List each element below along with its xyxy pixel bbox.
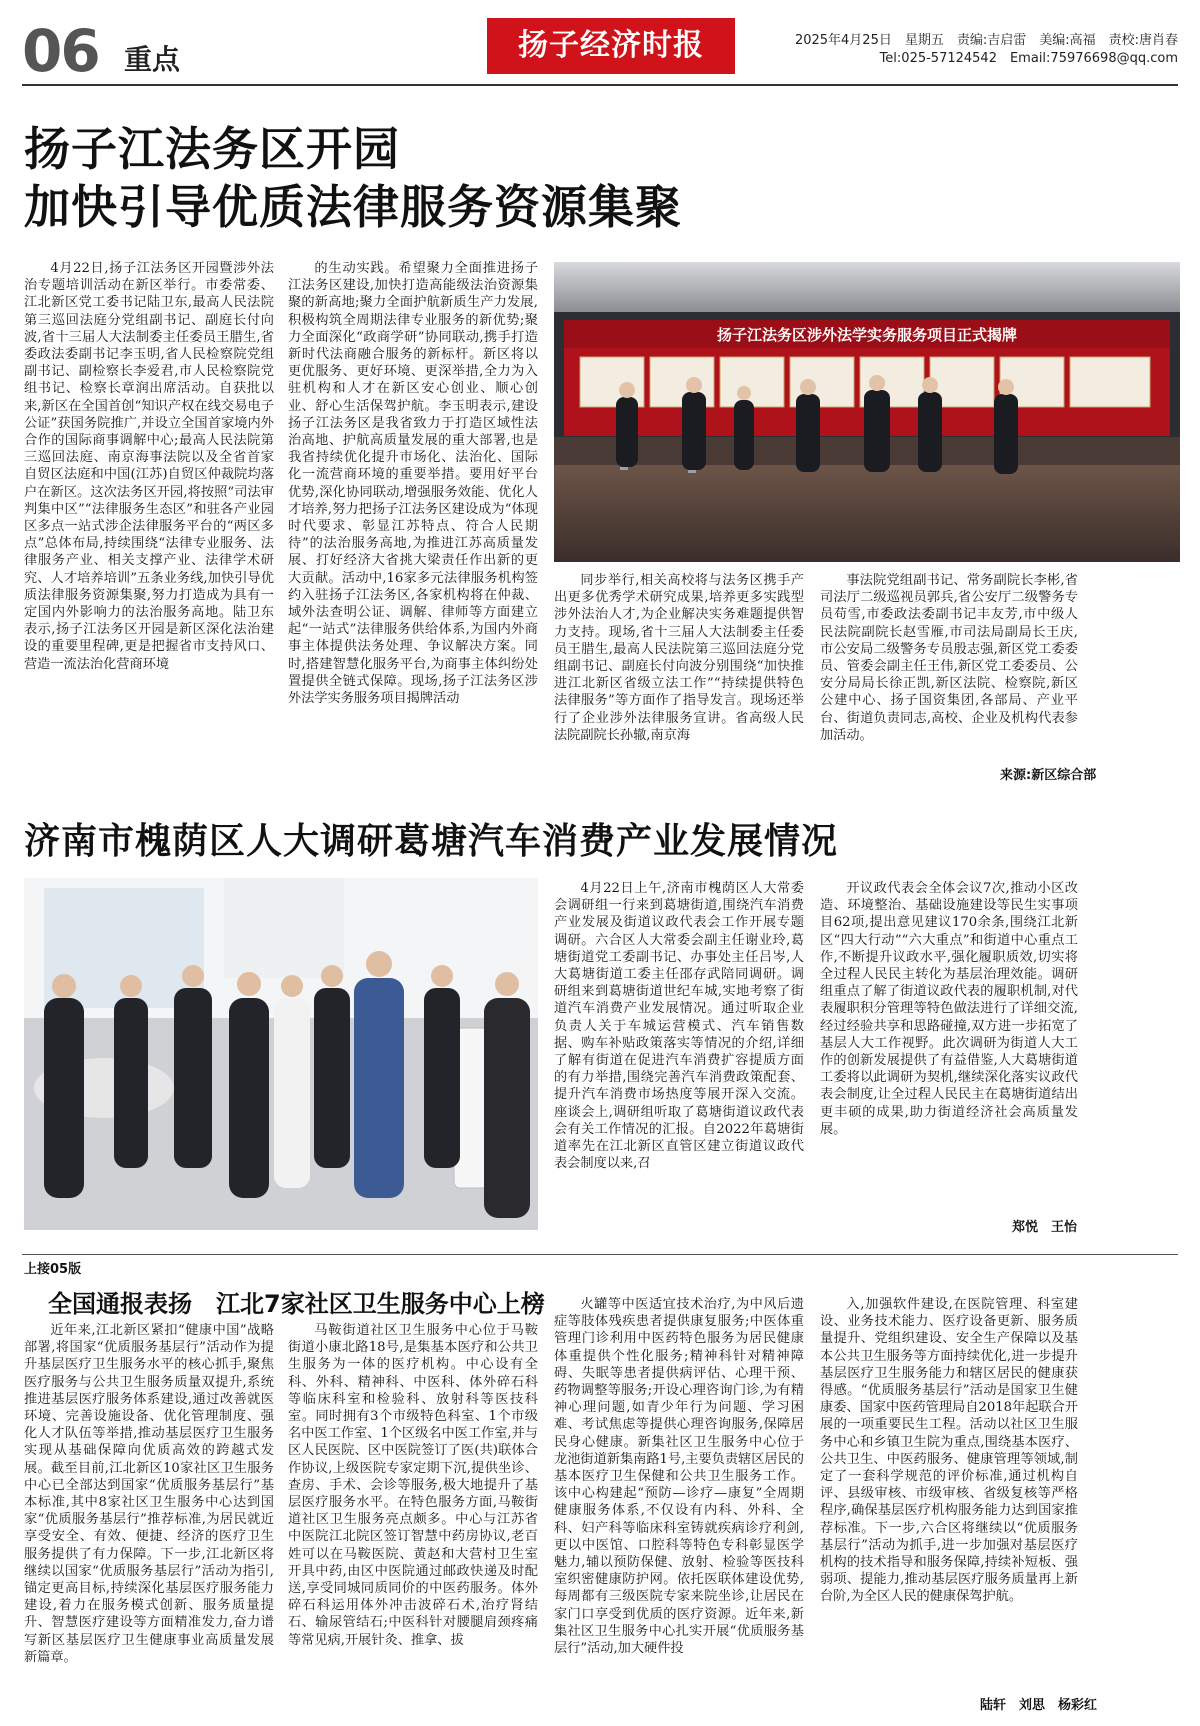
masthead-rule xyxy=(22,84,1178,86)
article1-source: 来源:新区综合部 xyxy=(1000,768,1097,783)
article1-title xyxy=(24,120,682,236)
continued-label: 上接05版 xyxy=(24,1262,82,1277)
article1-photo xyxy=(554,262,1180,562)
article3-column-4: 入,加强软件建设,在医院管理、科室建设、业务技术能力、医疗设备更新、服务质量提升、党组织建设、安全生产保障以及基本公共卫生服务等方面持续优化,进一步提升基层医疗卫生服务能力和辖区居民的健康获得感。“优质服务基层行”活动是国家卫生健康委、国家中医药管理局自2018年起联合开展的一项重要民生工程。活动以社区卫生服务中心和乡镇卫生院为重点,围绕基本医疗、公共卫生、中医药服务、健康管理等领域,制定了一套科学规范的评价标准,通过机构自评、县级审核、市级审核、省级复核等严格程序,确保基层医疗机构服务能力达到国家推荐标准。下一步,六合区将继续以“优质服务基层行”活动为抓手,进一步加强对基层医疗机构的技术指导和服务保障,持续补短板、强弱项、提能力,推动基层医疗服务质量再上新台阶,为全区人民的健康保驾护航。 xyxy=(820,1297,1078,1605)
article3-title: 全国通报表扬 江北7家社区卫生服务中心上榜 xyxy=(48,1290,545,1318)
masthead-meta xyxy=(795,32,1178,68)
article1-title-line1: 扬子江法务区开园 xyxy=(24,122,400,176)
article3-column-1: 近年来,江北新区紧扣“健康中国”战略部署,将国家“优质服务基层行”活动作为提升基层医疗卫生服务水平的核心抓手,聚焦医疗服务与公共卫生服务质量双提升,系统推进基层医疗服务体系建设,通过改善就医环境、完善设施设备、优化管理制度、强化人才队伍等举措,推动基层医疗卫生服务实现从基础保障向优质高效的跨越式发展。截至目前,江北新区10家社区卫生服务中心已全部达到国家“优质服务基层行”基本标准,其中8家社区卫生服务中心达到国家“优质服务基层行”推荐标准,为居民就近享受安全、有效、便捷、经济的医疗卫生服务提供了有力保障。下一步,江北新区将继续以国家“优质服务基层行”活动为指引,锚定更高目标,持续深化基层医疗服务能力建设,着力在服务模式创新、服务质量提升、智慧医疗建设等方面精准发力,奋力谱写新区基层医疗卫生健康事业高质量发展新篇章。 xyxy=(24,1323,274,1665)
page-number: 06 xyxy=(22,17,99,85)
article1-column-4: 事法院党组副书记、常务副院长李彬,省司法厅二级巡视员郭兵,省公安厅二级警务专员苟雪,市委政法委副书记丰友芳,市中级人民法院副院长赵雪雁,市司法局副局长王庆,市公安局二级警务专员殷志强,新区党工委委员、管委会副主任王伟,新区党工委委员、公安分局局长徐正凯,新区法院、检察院,新区公建中心、扬子国资集团,各部局、产业平台、街道负责同志,高校、企业及机构代表参加活动。 xyxy=(820,573,1078,743)
article1-column-1: 4月22日,扬子江法务区开园暨涉外法治专题培训活动在新区举行。市委常委、江北新区党工委书记陆卫东,最高人民法院第三巡回法庭分党组副书记、副庭长付向波,省十三届人大法制委主任委员王腊生,省委政法委副书记李玉明,省人民检察院党组副书记、副检察长李爱君,市人民检察院党组书记、检察长章润出席活动。自获批以来,新区在全国首创“知识产权在线交易电子公证”获国务院推广,并设立全国首家境内外合作的国际商事调解中心;最高人民法院第三巡回法庭、南京海事法院以及全省首家自贸区法庭和中国(江苏)自贸区仲裁院均落户在新区。这次法务区开园,将按照“司法审判集中区”“法律服务生态区”和驻各产业园区多点一站式涉企法律服务平台的“两区多点”总体布局,持续围绕“法律专业服务、法律服务产业、相关支撑产业、法律学术研究、人才培养培训”五条业务线,加快引导优质法律服务资源集聚,努力打造成为具有一定国内外影响力的法治服务高地。陆卫东表示,扬子江法务区开园是新区深化法治建设的重要里程碑,更是把握省市支持风口、营造一流法治化营商环境 xyxy=(24,261,274,672)
article3-column-2: 马鞍街道社区卫生服务中心位于马鞍街道小康北路18号,是集基本医疗和公共卫生服务为一体的医疗机构。中心设有全科、外科、精神科、中医科、体外碎石科等临床科室和检验科、放射科等医技科室。同时拥有3个市级特色科室、1个市级名中医工作室、1个区级名中医工作室,并与区人民医院、区中医院签订了医(共)联体合作协议,上级医院专家定期下沉,提供坐诊、查房、手术、会诊等服务,极大地提升了基层医疗服务水平。在特色服务方面,马鞍街道社区卫生服务亮点颇多。中心与江苏省中医院江北院区签订智慧中药房协议,老百姓可以在马鞍医院、黄赵和大营村卫生室开具中药,由区中医院通过邮政快递及时配送,享受同城同质同价的中医药服务。体外碎石科运用体外冲击波碎石术,治疗肾结石、输尿管结石;中医科针对腰腿肩颈疼痛等常见病,开展针灸、推拿、拔 xyxy=(288,1323,538,1648)
article1-column-3: 同步举行,相关高校将与法务区携手产出更多优秀学术研究成果,培养更多实践型涉外法治人才,为企业解决实务难题提供智力支持。现场,省十三届人大法制委主任委员王腊生,最高人民法院第三巡回法庭分党组副书记、副庭长付向波分别围绕“加快推进江北新区省级立法工作”“持续提供特色法律服务”等方面作了指导发言。现场还举行了企业涉外法律服务宣讲。省高级人民法院副院长孙辙,南京海 xyxy=(554,573,804,743)
contact-line: Tel:025-57124542 Email:75976698@qq.com xyxy=(879,51,1178,66)
date-line: 2025年4月25日 星期五 责编:吉启雷 美编:高福 责校:唐肖春 xyxy=(794,33,1178,48)
article2-title: 济南市槐荫区人大调研葛塘汽车消费产业发展情况 xyxy=(24,821,839,862)
article1-column-2: 的生动实践。希望聚力全面推进扬子江法务区建设,加快打造高能级法治资源集聚的新高地;聚力全面护航新质生产力发展,积极构筑全周期法律专业服务的新优势;聚力全面深化“政商学研”协同联动,携手打造新时代法商融合服务的新标杆。新区将以更优服务、更好环境、更深举措,全力为入驻机构和人才在新区安心创业、顺心创业、舒心生活保驾护航。李玉明表示,建设扬子江法务区是我省致力于打造区域性法治高地、护航高质量发展的重大部署,也是我省持续优化提升市场化、法治化、国际化一流营商环境的重要举措。要用好平台优势,深化协同联动,增强服务效能、优化人才培养,努力把扬子江法务区建设成为“体现时代要求、彰显江苏特点、符合人民期待”的法治服务高地,为推进江苏高质量发展、打好经济大省挑大梁责任作出新的更大贡献。活动中,16家多元法律服务机构签约入驻扬子江法务区,各家机构将在仲裁、域外法查明公证、调解、律师等方面建立起“一站式”法律服务供给体系,为国内外商事主体提供法务处理、争议解决方案。同时,搭建智慧化服务平台,为商事主体纠纷处置提供全链式保障。现场,扬子江法务区涉外法学实务服务项目揭牌活动 xyxy=(288,261,538,707)
article2-column-1: 4月22日上午,济南市槐荫区人大常委会调研组一行来到葛塘街道,围绕汽车消费产业发展及街道议政代表会工作开展专题调研。六合区人大常委会副主任谢业玲,葛塘街道党工委副书记、办事处主任吕岑,人大葛塘街道工委主任邵存武陪同调研。调研组来到葛塘街道世纪车城,实地考察了街道汽车消费产业发展情况。通过听取企业负责人关于车城运营模式、汽车销售数据、购车补贴政策落实等情况的介绍,详细了解有街道在促进汽车消费扩容提质方面的有力举措,围绕完善汽车消费政策配套、提升汽车消费市场热度等展开深入交流。座谈会上,调研组听取了葛塘街道议政代表会有关工作情况的汇报。自2022年葛塘街道率先在江北新区直管区建立街道议政代表会制度以来,召 xyxy=(554,881,804,1172)
section-divider xyxy=(22,1254,1178,1255)
article3-byline: 陆轩 刘思 杨彩红 xyxy=(980,1698,1098,1713)
article2-photo xyxy=(24,878,538,1230)
section-label: 重点 xyxy=(124,43,181,76)
ceremony-photo xyxy=(554,262,1180,562)
article1-title-line2: 加快引导优质法律服务资源集聚 xyxy=(24,180,682,234)
newspaper-logo: 扬子经济时报 xyxy=(487,18,735,74)
showroom-photo xyxy=(24,878,538,1230)
photo-banner-text: 扬子江法务区涉外法学实务服务项目正式揭牌 xyxy=(716,326,1017,344)
article2-byline: 郑悦 王怡 xyxy=(1012,1220,1078,1235)
masthead xyxy=(22,17,1178,85)
article2-column-2: 开议政代表会全体会议7次,推动小区改造、环境整治、基础设施建设等民生实事项目62项,提出意见建议170余条,围绕江北新区“四大行动”“六大重点”和街道中心重点工作,不断提升议政水平,强化履职质效,切实将全过程人民民主转化为基层治理效能。调研组重点了解了街道议政代表的履职机制,对代表履职积分管理等特色做法进行了详细交流,经过经验共享和思路碰撞,双方进一步拓宽了基层人大工作视野。此次调研为街道人大工作的创新发展提供了有益借鉴,人大葛塘街道工委将以此调研为契机,继续深化落实议政代表会制度,让全过程人民民主在葛塘街道结出更丰硕的成果,助力街道经济社会高质量发展。 xyxy=(820,881,1078,1137)
article3-column-3: 火罐等中医适宜技术治疗,为中风后遗症等肢体残疾患者提供康复服务;中医体重管理门诊利用中医药特色服务为居民健康体重提供个性化服务;精神科针对精神障碍、失眠等患者提供病评估、心理干预、药物调整等服务;开设心理咨询门诊,为有精神心理问题,如青少年行为问题、学习困难、考试焦虑等提供心理咨询服务,保障居民身心健康。新集社区卫生服务中心位于龙池街道新集南路1号,主要负责辖区居民的基本医疗卫生保健和公共卫生服务工作。该中心构建起“预防—诊疗—康复”全周期健康服务体系,不仅设有内科、外科、全科、妇产科等临床科室铸就疾病诊疗利剑,更以中医馆、口腔科等特色专科彰显医学魅力,辅以预防保健、放射、检验等医技科室织密健康防护网。依托医联体建设优势,每周都有三级医院专家来院坐诊,让居民在家门口享受到优质的医疗资源。近年来,新集社区卫生服务中心扎实开展“优质服务基层行”活动,加大硬件投 xyxy=(554,1297,804,1657)
